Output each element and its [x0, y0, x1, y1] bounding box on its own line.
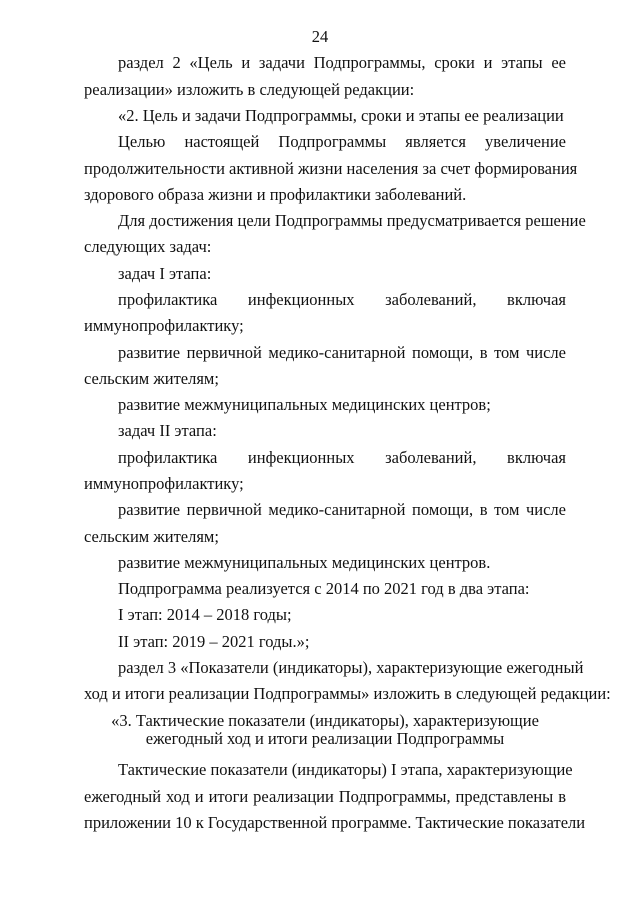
text-line: раздел 2 «Цель и задачи Подпрограммы, сроки и этапы ее	[118, 53, 566, 72]
section-heading: «3. Тактические показатели (индикаторы), характеризующие	[111, 711, 539, 730]
text-line: иммунопрофилактику;	[84, 474, 244, 493]
text-line: ежегодный ход и итоги реализации Подпрограммы, представлены в	[84, 787, 566, 806]
text-line: развитие межмуниципальных медицинских центров;	[118, 395, 491, 414]
text-line: следующих задач:	[84, 237, 212, 256]
text-line: Подпрограмма реализуется с 2014 по 2021 год в два этапа:	[118, 579, 530, 598]
text-line: приложении 10 к Государственной программе. Тактические показатели	[84, 813, 586, 832]
text-line: развитие первичной медико-санитарной помощи, в том числе	[118, 343, 566, 362]
text-line: Для достижения цели Подпрограммы предусматривается решение	[118, 211, 586, 230]
text-line: иммунопрофилактику;	[84, 316, 244, 335]
text-line: задач I этапа:	[118, 264, 212, 283]
text-line: сельским жителям;	[84, 369, 219, 388]
section-heading: «2. Цель и задачи Подпрограммы, сроки и этапы ее реализации	[118, 106, 564, 125]
text-line: реализации» изложить в следующей редакции:	[84, 80, 415, 99]
page-number: 24	[311, 27, 329, 46]
text-line: здорового образа жизни и профилактики заболеваний.	[84, 185, 467, 204]
text-line: раздел 3 «Показатели (индикаторы), характеризующие ежегодный	[118, 658, 584, 677]
text-line: I этап: 2014 – 2018 годы;	[118, 605, 292, 624]
text-line: продолжительности активной жизни населения за счет формирования	[84, 159, 578, 178]
text-line: задач II этапа:	[118, 421, 217, 440]
text-line: Целью настоящей Подпрограммы является увеличение	[118, 132, 566, 151]
text-line: Тактические показатели (индикаторы) I этапа, характеризующие	[118, 760, 573, 779]
text-line: развитие первичной медико-санитарной помощи, в том числе	[118, 500, 566, 519]
text-line: развитие межмуниципальных медицинских центров.	[118, 553, 491, 572]
text-line: II этап: 2019 – 2021 годы.»;	[118, 632, 310, 651]
text-line: сельским жителям;	[84, 527, 219, 546]
text-line: ход и итоги реализации Подпрограммы» изложить в следующей редакции:	[84, 684, 611, 703]
text-line: профилактика инфекционных заболеваний, включая	[118, 448, 566, 467]
section-heading: ежегодный ход и итоги реализации Подпрограммы	[145, 729, 505, 748]
text-line: профилактика инфекционных заболеваний, включая	[118, 290, 566, 309]
